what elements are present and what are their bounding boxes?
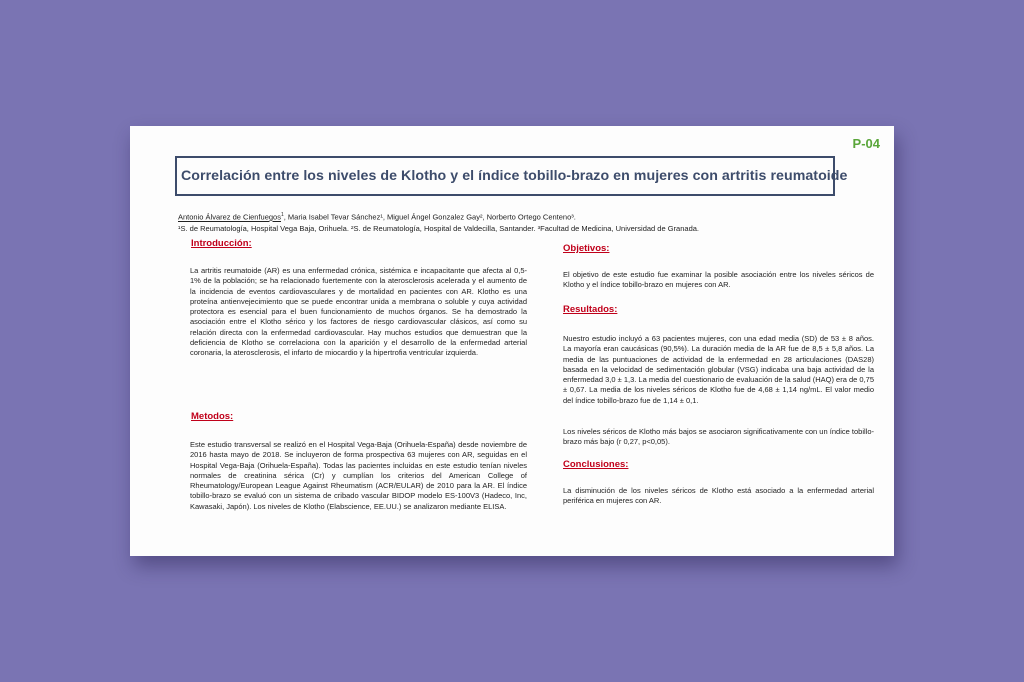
objectives-heading: Objetivos:	[563, 243, 610, 254]
authors-block	[178, 210, 878, 234]
results-heading: Resultados:	[563, 304, 618, 315]
intro-heading: Introducción:	[191, 238, 252, 249]
author-line: Antonio Álvarez de Cienfuegos$^1$, Maria Isabel Tevar Sánchez¹, Miguel Ángel Gonzalez Gay², Norberto Ortego Centeno³.	[178, 212, 576, 222]
other-authors: , Maria Isabel Tevar Sánchez¹, Miguel Ángel Gonzalez Gay², Norberto Ortego Centeno³.	[283, 212, 576, 222]
poster-title: Correlación entre los niveles de Klotho y el índice tobillo-brazo en mujeres con artritis reumatoide	[181, 168, 848, 184]
first-author: Antonio Álvarez de Cienfuegos	[178, 212, 281, 222]
methods-heading: Metodos:	[191, 411, 234, 422]
title-box	[175, 156, 848, 196]
objectives-text: El objetivo de este estudio fue examinar la posible asociación entre los niveles séricos de Klotho y el índice tobillo-brazo en mujeres con AR.	[563, 270, 874, 290]
results-text-1: Nuestro estudio incluyó a 63 pacientes mujeres, con una edad media (SD) de 53 ± 8 años. La mayoría eran caucásicas (90,5%). La duración media de la AR fue de 8,5 ± 5,8 años. La media de las puntuaciones de actividad de la enfermedad en 28 articulaciones (DAS28) basada en la velocidad de sedimentación globular (VSG) indicaba una baja actividad de la enfermedad 3,0 ± 1,3. La media del cuestionario de evaluación de la salud (HAQ) era de 0,75 ± 0,67. La media de los niveles séricos de Klotho fue de 4,68 ± 1,14 ng/mL. El valor medio del índice tobillo-brazo fue de 1,14 ± 0,1.	[563, 334, 874, 405]
poster	[130, 126, 894, 556]
conclusions-text: La disminución de los niveles séricos de Klotho está asociado a la enfermedad arterial periférica en mujeres con AR.	[563, 486, 874, 506]
intro-text: La artritis reumatoide (AR) es una enfermedad crónica, sistémica e incapacitante que afecta al 0,5-1% de la población; se ha relacionado fuertemente con la aterosclerosis acelerada y el aumento de la incidencia de eventos cardiovasculares y de mortalidad en pacientes con AR. Klotho es una proteína antienvejecimiento que se puede encontrar unida a membrana o soluble y cuya actividad protectora es esencial para el buen funcionamiento de muchos órganos. Se ha demostrado la asociación entre el Klotho sérico y los factores de riesgo cardiovascular clásicos, así como su relación directa con la enfermedad cardiovascular. Hay muchos estudios que demuestran que la deficiencia de Klotho se correlaciona con la aparición y el desarrollo de la enfermedad arterial coronaria, la aterosclerosis, el infarto de miocardio y la hipertrofia ventricular izquierda.	[190, 266, 527, 358]
poster-code: P-04	[852, 136, 880, 151]
affiliations: ¹S. de Reumatología, Hospital Vega Baja, Orihuela. ²S. de Reumatología, Hospital de Valdecilla, Santander. ³Facultad de Medicina, Universidad de Granada.	[178, 223, 699, 233]
methods-text: Este estudio transversal se realizó en el Hospital Vega-Baja (Orihuela-España) desde noviembre de 2016 hasta mayo de 2018. Se incluyeron de forma prospectiva 63 mujeres con AR, seguidas en el Hospital Vega-Baja (Orihuela-España). Todas las pacientes incluidas en este estudio tenían niveles normales de creatinina sérica (Cr) y cumplían los criterios del American College of Rheumatology/European League Against Rheumatism (ACR/EULAR) de 2010 para la AR. El índice tobillo-brazo se evaluó con un sistema de cribado vascular BIDOP modelo ES-100V3 (Hadeco, Inc, Kawasaki, Japón). Los niveles de Klotho (Elabscience, EE.UU.) se analizaron mediante ELISA.	[190, 440, 527, 511]
results-text-2: Los niveles séricos de Klotho más bajos se asociaron significativamente con un índice tobillo-brazo más bajo (r 0,27, p<0,05).	[563, 427, 874, 447]
conclusions-heading: Conclusiones:	[563, 459, 629, 470]
